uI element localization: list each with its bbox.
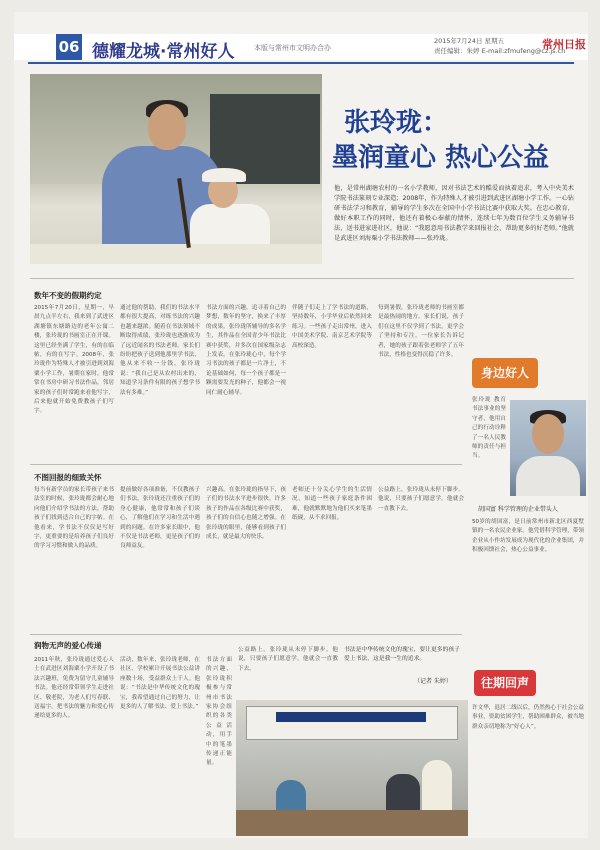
intro-paragraph: 他，是常州湖塘农村的一名小学教师，因对书法艺术的酷爱而执着追求，考入中央美术学院书法篆刻专业深造；2008年，作为特殊人才被引进到武进区湖塘小学工作。一心钻研书法学习和教育，辅导的学生多次在全国中小学书法比赛中获取大奖。在忠心教育，做好本职工作的同时，他还有着极心奉献的情怀，连续七年为数百位学生义务辅导书法，送书进家进社区，他说：“我愿意用书法教学来回报社会，帮助更多的好老师。”他就是武进区刘海粟小学书法教师——张玲珑。 bbox=[334, 185, 574, 242]
header-rule bbox=[28, 62, 574, 64]
profile-text: 50岁的胡国富，是日前常州市新北区西夏墅镇的一名农民企业家。他凭借科学管理，带领企业从小作坊发展成为现代化的企业集团，并积极回馈社会，热心公益事业。 bbox=[472, 519, 584, 554]
section-subtitle: 本版与常州市文明办合办 bbox=[254, 44, 331, 52]
article-column: 活动，数年来，张玲珑老师，在社区、学校累计开展书法公益讲座数十场，受益群众上千人。他说：“书法是中华传统文化的瑰宝，我希望通过自己的努力，让更多的人了解书法、爱上书法。” bbox=[120, 657, 200, 711]
page-header bbox=[14, 34, 588, 60]
article-column: 2011年秋，张玲珑通过爱心人士在武进区刘海粟小学开设了书法兴趣班，免费为留守儿童辅导书法。他还经常带领学生走进社区、敬老院，为老人们写春联、送福字，把书法的魅力和爱心传递给更多的人。 bbox=[34, 657, 114, 720]
article-column: 通过他的帮助，我们的书法水平都有很大提高，对练书法的兴趣也越来越浓。随着在书法领域不断取得成绩，张玲珑也逐渐成为了远近闻名的书法老师。家长们纷纷把孩子送到他那里学书法，他从来不收一分钱。张玲珑说：“我自己是从农村出来的，知道学习条件有限的孩子想学书法有多难。” bbox=[120, 305, 200, 396]
profile-side-text: 张玲珑 教育书法事业的坚守者，他用自己的行动诠释了一名人民教师的责任与担当。 bbox=[472, 397, 506, 460]
newspaper-page bbox=[14, 12, 588, 838]
section-heading-3: 润物无声的爱心传递 bbox=[34, 641, 102, 650]
newspaper-logo: 常州日报 bbox=[542, 38, 586, 51]
echo-text: 许文华，退居二线以后，仍然热心于社会公益事业，资助贫困学生，帮助困难群众，被当地群众亲切地称为“好心人”。 bbox=[472, 705, 584, 730]
divider bbox=[30, 634, 462, 635]
profile-portrait bbox=[510, 400, 586, 496]
main-photo bbox=[30, 74, 322, 264]
article-column: 2015年7月20日，星期一，早晨九点半左右，我来到了武进区湖塘镇东塘路边的老年公寓二楼，张玲珑的书画室正在开课。这里已经坐满了学生，有的在临帖，有的在写字。2008年，张玲珑作为特殊人才被引进到刘海粟小学工作，暑期在家时，他常常在书房中研习书法作品，邻居家的孩子们时常跑来看他写字，后来他就开始免费教孩子们写字。 bbox=[34, 305, 114, 415]
byline: （记者 朱婷） bbox=[414, 678, 452, 685]
classroom-photo bbox=[236, 700, 468, 836]
article-column: 公益路上，张玲珑从未停下脚步。他说，只要孩子们愿意学，他就会一直教下去。 bbox=[378, 487, 464, 512]
article-column: 老师还十分关心学生的生活情况，知道一些孩子家庭条件困难，他就默默地为他们买来笔墨纸砚，从不求回报。 bbox=[292, 487, 372, 522]
section-heading-1: 数年不变的假期约定 bbox=[34, 291, 102, 300]
article-column: 提前做好各项准备，不仅教孩子们书法，张玲珑还注重孩子们的身心健康，他常常和孩子们谈心，了解他们在学习和生活中遇到的问题。在许多家长眼中，他不仅是书法老师，更是孩子们的良师益友。 bbox=[120, 487, 200, 550]
page-number: 06 bbox=[56, 34, 82, 60]
article-column: 公益路上，张玲珑从未停下脚步。他说，只要孩子们愿意学，他就会一直教下去。 bbox=[238, 647, 338, 672]
article-column: 书法方面的兴趣，张玲珑积极参与常州市书法家协会组织的各类公益活动，用手中的笔墨传递正能量。 bbox=[206, 657, 232, 767]
section-heading-2: 不图回报的细致关怀 bbox=[34, 473, 102, 482]
issue-date: 2015年7月24日 星期五 bbox=[434, 37, 505, 45]
article-column: 伴随子们走上了学书法的道路，坚持数年，小学毕业后依然回来练习。一些孩子走出常州，进入中国美术学院、南京艺术学院等高校深造。 bbox=[292, 305, 372, 349]
article-column: 每当有新学员的家长带孩子来书法室的时候，张玲珑都会耐心地向他们介绍学书法的方法，帮助孩子们找到适合自己的字帖。在他看来，学书法不仅仅是写好字，更重要的是培养孩子们良好的学习习惯和做人的品质。 bbox=[34, 487, 114, 550]
headline-name: 张玲珑： bbox=[344, 108, 449, 138]
divider bbox=[30, 278, 574, 279]
divider bbox=[30, 464, 462, 465]
echo-badge: 往期回声 bbox=[474, 670, 536, 696]
editor-line: 责任编辑：朱婷 E-mail:zfmufeng@cz.js.cn bbox=[434, 47, 566, 55]
article-column: 书法方面的兴趣，追寻着自己的梦想，数年的坚守，换来了丰厚的成果。张玲珑所辅导的多名学生，其作品在全国青少年书法比赛中获奖，并多次在国家级杂志上发表。在张玲珑心中，每个学习书法的孩子都是一片净土，不论基础如何，每一个孩子都是一颗需要发光的种子，他都会一视同仁耐心辅导。 bbox=[206, 305, 286, 396]
section-title: 德耀龙城·常州好人 bbox=[92, 42, 235, 62]
quote-text: 书法是中华传统文化的瑰宝，要让更多的孩子爱上书法，这是我一生的追求。 bbox=[344, 647, 460, 663]
headline-slogan: 墨润童心 热心公益 bbox=[332, 143, 550, 173]
profile-caption: 胡国富 科学管理的企业带头人 bbox=[478, 506, 558, 513]
profile-badge: 身边好人 bbox=[472, 358, 538, 388]
article-column: 兴趣高，在张玲珑的指导下，孩子们的书法水平进步很快。许多孩子的作品在各级比赛中获奖，孩子们的自信心也随之增强。在张玲珑的眼里，能够看到孩子们成长，就是最大的快乐。 bbox=[206, 487, 286, 541]
article-column: 每到暑假，张玲珑老师的书画室都是最热闹的地方。家长们说，孩子们在这里不仅学到了书法，更学会了坚持和专注。一位家长告诉记者，她的孩子跟着张老师学了五年书法，性格也变得沉稳了许多。 bbox=[378, 305, 464, 359]
